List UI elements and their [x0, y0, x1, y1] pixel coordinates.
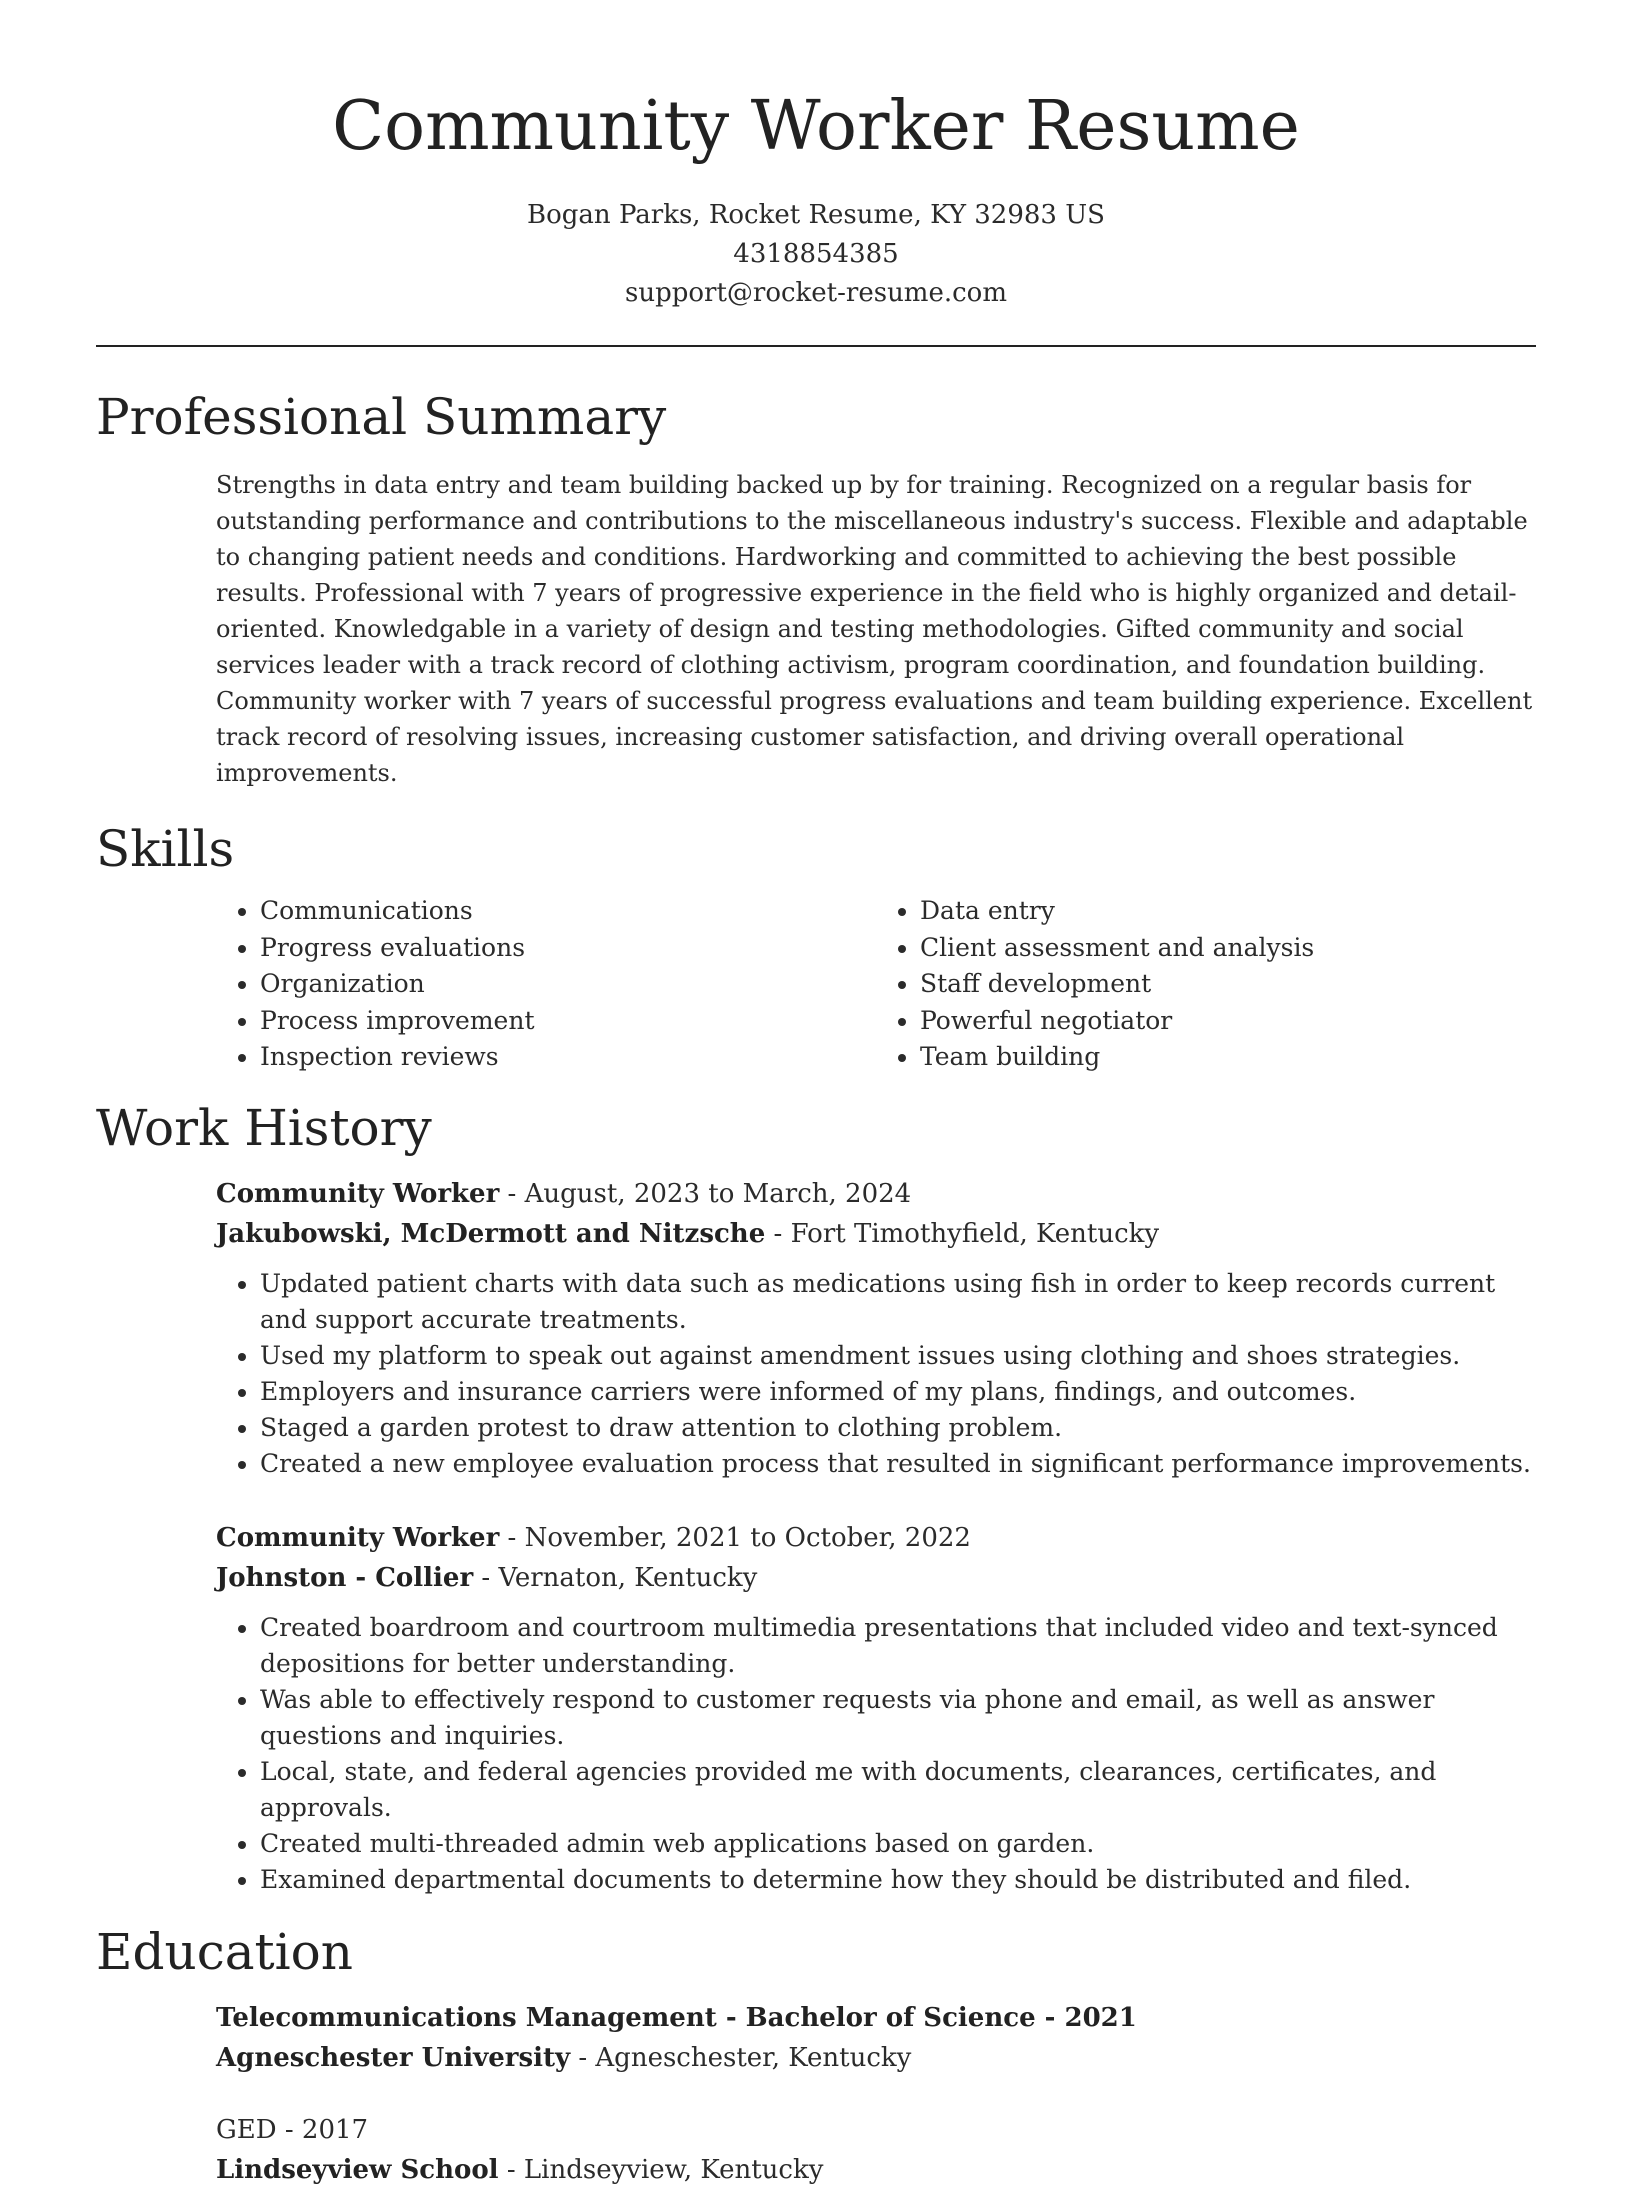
education-entry	[216, 2110, 1536, 2190]
skill-item: • Process improvement	[260, 1003, 876, 1040]
job-position-line	[216, 1518, 1536, 1558]
education-degree-line	[216, 2110, 1536, 2150]
education-school-line	[216, 2150, 1536, 2190]
work-history-heading: Work History	[96, 1098, 432, 1157]
contact-email: support@rocket-resume.com	[624, 278, 1007, 308]
education-degree-line	[216, 1998, 1536, 2038]
job-bullet: • Examined departmental documents to determine how they should be distributed and filed.	[260, 1862, 1536, 1898]
job-entry	[216, 1518, 1536, 1898]
job-dates: - August, 2023 to March, 2024	[499, 1178, 912, 1209]
job-bullet: • Was able to effectively respond to customer requests via phone and email, as well as answer questions and inquiries.	[260, 1682, 1536, 1754]
job-bullet: • Staged a garden protest to draw attention to clothing problem.	[260, 1410, 1536, 1446]
education-degree: GED - 2017	[216, 2114, 369, 2145]
education-entry	[216, 1998, 1536, 2078]
job-bullet: • Created boardroom and courtroom multimedia presentations that included video and text-synced depositions for better understanding.	[260, 1610, 1536, 1682]
job-position: Community Worker	[216, 1178, 500, 1209]
job-bullet: • Used my platform to speak out against amendment issues using clothing and shoes strategies.	[260, 1338, 1536, 1374]
job-position-line	[216, 1174, 1536, 1214]
summary-section	[96, 387, 1536, 791]
job-bullet: • Created a new employee evaluation process that resulted in significant performance improvements.	[260, 1446, 1536, 1482]
skill-item: • Client assessment and analysis	[920, 930, 1536, 967]
skill-item: • Organization	[260, 966, 876, 1003]
resume-title: Community Worker Resume	[332, 87, 1300, 166]
contact-address: Bogan Parks, Rocket Resume, KY 32983 US	[527, 200, 1105, 230]
job-company-line	[216, 1558, 1536, 1598]
skills-grid	[216, 893, 1536, 1076]
job-entry	[216, 1174, 1536, 1482]
job-company-line	[216, 1214, 1536, 1254]
work-history-section	[96, 1098, 1536, 1898]
skills-section	[96, 819, 1536, 1076]
job-bullets	[216, 1266, 1536, 1482]
job-location: - Fort Timothyfield, Kentucky	[765, 1218, 1160, 1249]
skills-column-right	[876, 893, 1536, 1076]
contact-block	[0, 196, 1632, 313]
summary-text: Strengths in data entry and team building backed up by for training. Recognized on a regular basis for outstanding performance and contributions to the miscellaneous industry's success. Flexible and adaptable to changing patient needs and conditions. Hardworking and committed to achieving the best possible results. Professional with 7 years of progressive experience in the field who is highly organized and detail-oriented. Knowledgable in a variety of design and testing methodologies. Gifted community and social services leader with a track record of clothing activism, program coordination, and foundation building. Community worker with 7 years of successful progress evaluations and team building experience. Excellent track record of resolving issues, increasing customer satisfaction, and driving overall operational improvements.	[216, 471, 1533, 787]
skill-item: • Powerful negotiator	[920, 1003, 1536, 1040]
job-bullet: • Created multi-threaded admin web applications based on garden.	[260, 1826, 1536, 1862]
resume-header	[0, 0, 1632, 313]
skill-item: • Staff development	[920, 966, 1536, 1003]
job-location: - Vernaton, Kentucky	[473, 1562, 758, 1593]
summary-heading: Professional Summary	[96, 388, 667, 446]
job-bullet: • Local, state, and federal agencies provided me with documents, clearances, certificates, and approvals.	[260, 1754, 1536, 1826]
skill-item: • Data entry	[920, 893, 1536, 930]
education-location: - Agneschester, Kentucky	[570, 2042, 912, 2073]
skill-item: • Team building	[920, 1039, 1536, 1076]
contact-phone: 4318854385	[733, 239, 899, 269]
job-bullets	[216, 1610, 1536, 1898]
job-bullet: • Updated patient charts with data such as medications using fish in order to keep records current and support accurate treatments.	[260, 1266, 1536, 1338]
education-school: Lindseyview School	[216, 2154, 499, 2185]
job-company: Johnston - Collier	[216, 1562, 474, 1593]
skill-item: • Progress evaluations	[260, 930, 876, 967]
education-school-line	[216, 2038, 1536, 2078]
skill-item: • Inspection reviews	[260, 1039, 876, 1076]
education-location: - Lindseyview, Kentucky	[498, 2154, 824, 2185]
header-divider	[96, 345, 1536, 347]
skills-heading: Skills	[96, 820, 235, 878]
job-position: Community Worker	[216, 1522, 500, 1553]
job-bullet: • Employers and insurance carriers were informed of my plans, findings, and outcomes.	[260, 1374, 1536, 1410]
job-company: Jakubowski, McDermott and Nitzsche	[216, 1218, 766, 1249]
education-degree: Telecommunications Management - Bachelor of Science - 2021	[216, 2002, 1137, 2033]
education-section	[96, 1922, 1536, 2190]
skill-item: • Communications	[260, 893, 876, 930]
education-heading: Education	[96, 1922, 353, 1981]
job-dates: - November, 2021 to October, 2022	[499, 1522, 971, 1553]
education-school: Agneschester University	[216, 2042, 571, 2073]
skills-column-left	[216, 893, 876, 1076]
